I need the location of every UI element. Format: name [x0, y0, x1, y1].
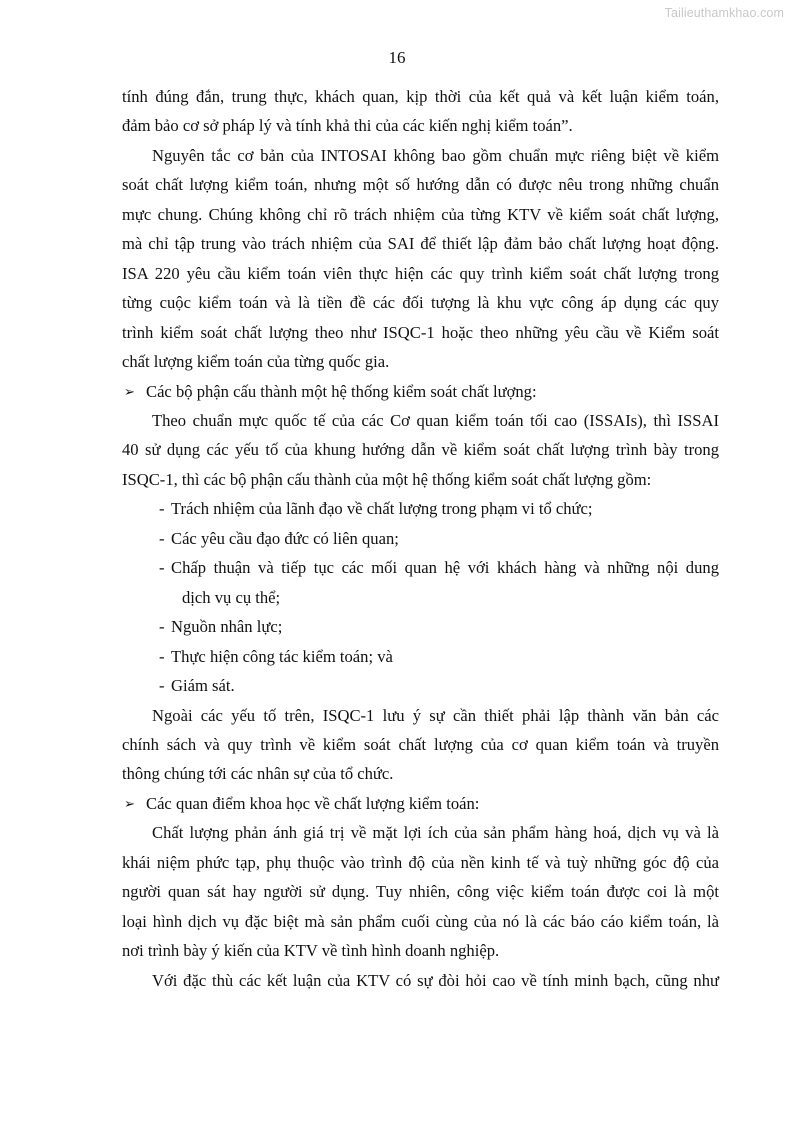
text-line: Theo chuẩn mực quốc tế của các Cơ quan kiểm toán tối cao (ISSAIs), thì ISSAI	[152, 410, 719, 430]
text-line: khái niệm phức tạp, phụ thuộc vào trình độ của nền kinh tế và tuỳ những góc độ của	[122, 852, 719, 872]
list-item	[122, 612, 719, 641]
text-line: người quan sát hay người sử dụng. Tuy nhiên, công việc kiểm toán được coi là một	[122, 882, 719, 902]
list-item	[122, 642, 719, 671]
text-line: 40 sử dụng các yếu tố của khung hướng dẫn về kiểm soát chất lượng trình bày trong	[122, 440, 719, 460]
text-line: loại hình dịch vụ đặc biệt mà sản phẩm cuối cùng của nó là các báo cáo kiểm toán, là	[122, 911, 719, 931]
list-item-text: Các yêu cầu đạo đức có liên quan;	[171, 528, 399, 548]
document-body	[122, 82, 719, 995]
arrowhead-bullet-icon: ➢	[124, 383, 135, 399]
paragraph-continuation	[122, 82, 719, 141]
text-line: đảm bảo cơ sở pháp lý và tính khả thi của các kiến nghị kiểm toán”.	[122, 116, 573, 136]
list-item-text: Thực hiện công tác kiểm toán; và	[171, 646, 393, 666]
text-line: nơi trình bày ý kiến của KTV về tình hình doanh nghiệp.	[122, 941, 500, 961]
components-list	[122, 494, 719, 700]
section-heading-components	[122, 377, 719, 406]
list-item-text-continued: dịch vụ cụ thể;	[182, 587, 281, 607]
dash-bullet: -	[159, 558, 165, 578]
text-line: Chất lượng phản ánh giá trị về mặt lợi ích của sản phẩm hàng hoá, dịch vụ và là	[152, 823, 719, 843]
text-line: chính sách và quy trình về kiểm soát chất lượng của cơ quan kiểm toán và truyền	[122, 734, 719, 754]
text-line: trình kiểm soát chất lượng theo như ISQC-1 hoặc theo những yêu cầu về Kiểm soát	[122, 322, 719, 342]
page-number: 16	[388, 48, 406, 67]
text-line: từng cuộc kiểm toán và là tiền đề các đối tượng là khu vực công áp dụng các quy	[122, 293, 719, 313]
dash-bullet: -	[159, 676, 165, 696]
paragraph-quality	[122, 818, 719, 965]
list-item-text: Trách nhiệm của lãnh đạo về chất lượng trong phạm vi tổ chức;	[171, 499, 593, 519]
text-line: chất lượng kiểm toán của từng quốc gia.	[122, 352, 390, 372]
list-item-text: Giám sát.	[171, 676, 235, 696]
section-heading-scientific-views	[122, 789, 719, 818]
paragraph-intosai	[122, 141, 719, 377]
watermark: Tailieuthamkhao.com	[664, 6, 784, 20]
text-line: soát chất lượng kiểm toán, nhưng một số hướng dẫn có được nêu trong những chuẩn	[122, 175, 719, 195]
list-item-text: Nguồn nhân lực;	[171, 617, 283, 637]
paragraph-transparency	[122, 966, 719, 995]
text-line: thông chúng tới các nhân sự của tổ chức.	[122, 764, 394, 784]
list-item-text: Chấp thuận và tiếp tục các mối quan hệ với khách hàng và những nội dung	[171, 558, 719, 578]
text-line: mực chung. Chúng không chỉ rõ trách nhiệm của từng KTV về kiểm soát chất lượng,	[122, 204, 719, 224]
text-line: ISA 220 yêu cầu kiểm toán viên thực hiện các quy trình kiểm soát chất lượng trong	[122, 263, 719, 283]
heading-text: Các quan điểm khoa học về chất lượng kiểm toán:	[146, 793, 480, 813]
paragraph-issai	[122, 406, 719, 494]
list-item	[122, 524, 719, 553]
dash-bullet: -	[159, 499, 165, 519]
text-line: ISQC-1, thì các bộ phận cấu thành của một hệ thống kiểm soát chất lượng gồm:	[122, 469, 652, 489]
dash-bullet: -	[159, 617, 165, 637]
text-line: mà chỉ tập trung vào trách nhiệm của SAI để thiết lập đảm bảo chất lượng hoạt động.	[122, 234, 719, 254]
text-line: Với đặc thù các kết luận của KTV có sự đòi hỏi cao về tính minh bạch, cũng như	[152, 970, 719, 990]
text-line: Nguyên tắc cơ bản của INTOSAI không bao gồm chuẩn mực riêng biệt về kiểm	[152, 145, 719, 165]
heading-text: Các bộ phận cấu thành một hệ thống kiểm soát chất lượng:	[146, 381, 537, 401]
paragraph-isqc	[122, 701, 719, 789]
list-item	[122, 553, 719, 612]
arrowhead-bullet-icon: ➢	[124, 795, 135, 811]
dash-bullet: -	[159, 528, 165, 548]
dash-bullet: -	[159, 646, 165, 666]
list-item	[122, 671, 719, 700]
text-line: tính đúng đắn, trung thực, khách quan, kịp thời của kết quả và kết luận kiểm toán,	[122, 87, 719, 106]
text-line: Ngoài các yếu tố trên, ISQC-1 lưu ý sự cần thiết phải lập thành văn bản các	[152, 705, 719, 725]
list-item	[122, 494, 719, 523]
